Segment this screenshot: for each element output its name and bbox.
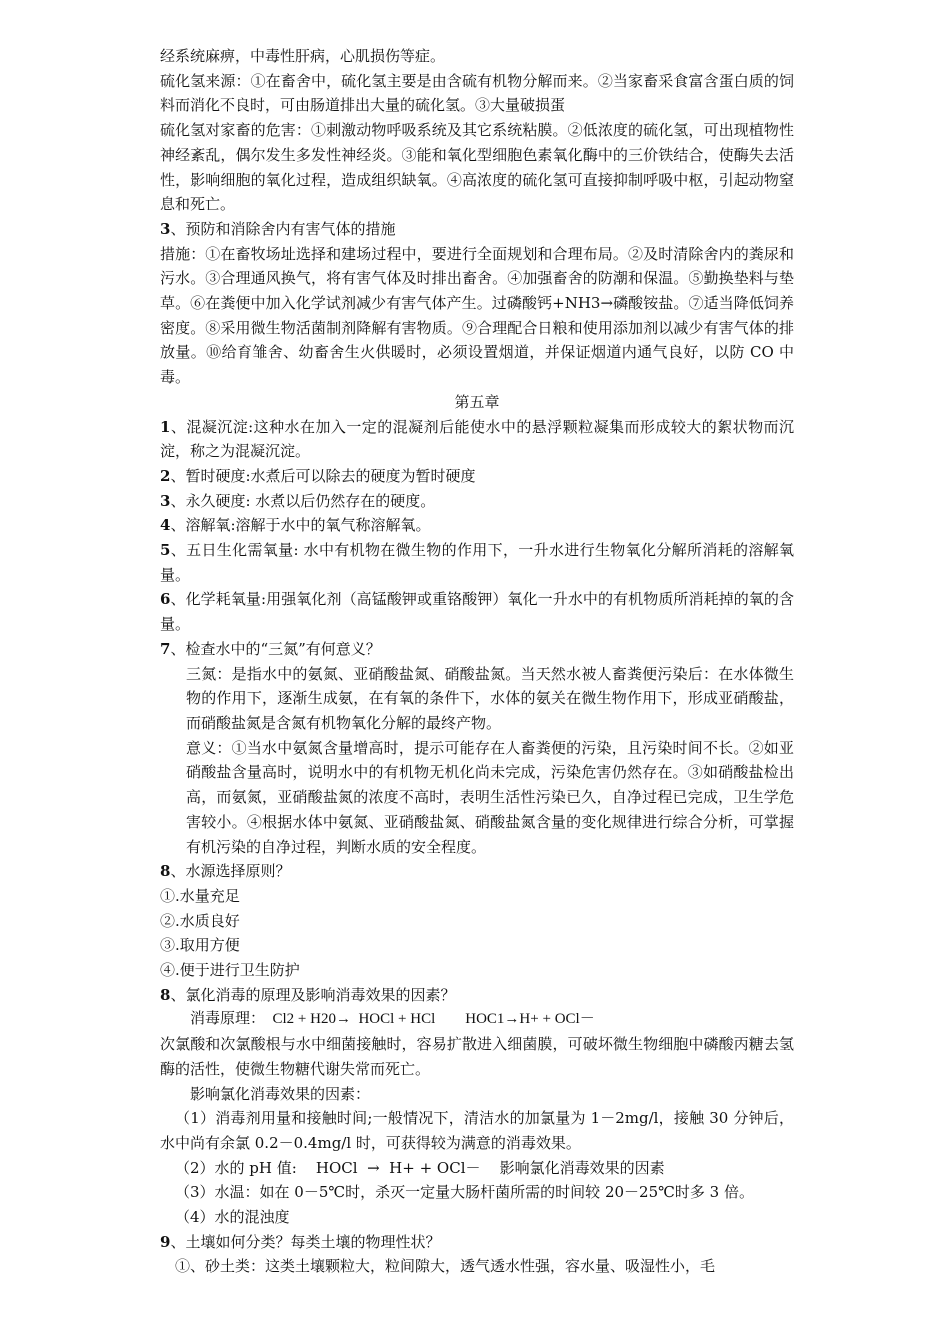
subheading: 影响氯化消毒效果的因素：: [190, 1084, 371, 1103]
question-text: 、检查水中的“三氮”有何意义？: [170, 639, 381, 658]
question-item: [160, 1230, 794, 1255]
question-number: 8: [160, 862, 171, 881]
chemical-formula: 消毒原理： Cl2 + H20→ HOCl + HCl HOC1→H+ + OCl－: [190, 1011, 595, 1028]
question-number: 4: [160, 516, 171, 535]
chapter-title: 第五章: [454, 392, 500, 411]
question-item: [160, 587, 794, 636]
list-item: ②.水质良好: [160, 911, 240, 930]
factor-item: （3）水温：如在 0－5℃时，杀灭一定量大肠杆菌所需的时间较 20－25℃时多 3 倍。: [175, 1183, 754, 1202]
heading-number: 3: [160, 219, 171, 238]
question-definition: 水煮以后仍然存在的硬度。: [250, 491, 436, 510]
question-definition: 这种水在加入一定的混凝剂后能使水中的悬浮颗粒凝集而形成较大的絮状物而沉淀，称之为混凝沉淀。: [160, 417, 794, 461]
paragraph: 硫化氢来源：①在畜舍中，硫化氢主要是由含硫有机物分解而来。②当家畜采食富含蛋白质的饲料而消化不良时，可由肠道排出大量的硫化氢。③大量破损蛋: [160, 71, 794, 115]
question-term: 、混凝沉淀:: [170, 417, 254, 436]
question-text: 、水源选择原则？: [170, 862, 291, 881]
paragraph: 硫化氢对家畜的危害：①刺激动物呼吸系统及其它系统粘膜。②低浓度的硫化氢，可出现植物性神经紊乱，偶尔发生多发性神经炎。③能和氧化型细胞色素氧化酶中的三价铁结合，使酶失去活性，影响细胞的氧化过程，造成组织缺氧。④高浓度的硫化氢可直接抑制呼吸中枢，引起动物窒息和死亡。: [160, 121, 794, 214]
question-item: [160, 983, 794, 1008]
factor-item: （4）水的混浊度: [175, 1208, 290, 1227]
question-number: 8: [160, 985, 171, 1004]
question-number: 1: [160, 417, 171, 436]
question-term: 、暂时硬度:: [170, 466, 251, 485]
question-number: 7: [160, 639, 171, 658]
question-item: [160, 538, 794, 587]
question-term: 、五日生化需氧量:: [170, 541, 299, 560]
question-item: [160, 489, 794, 514]
section-heading: [160, 217, 794, 242]
answer-paragraph: ①、砂土类：这类土壤颗粒大，粒间隙大，透气透水性强，容水量、吸湿性小，毛: [175, 1257, 716, 1276]
question-item: [160, 415, 794, 464]
list-item: ①.水量充足: [160, 886, 240, 905]
question-number: 6: [160, 590, 171, 609]
question-number: 9: [160, 1232, 171, 1251]
question-number: 5: [160, 541, 171, 560]
factor-item: （2）水的 pH 值: HOCl → H+ + OCl－ 影响氯化消毒效果的因素: [175, 1158, 665, 1177]
question-number: 2: [160, 466, 171, 485]
answer-paragraph: 次氯酸和次氯酸根与水中细菌接触时，容易扩散进入细菌膜，可破坏微生物细胞中磷酸丙糖去氢酶的活性，使微生物糖代谢失常而死亡。: [160, 1035, 794, 1078]
heading-text: 、预防和消除舍内有害气体的措施: [170, 219, 396, 238]
list-item: ④.便于进行卫生防护: [160, 961, 300, 980]
question-text: 、土壤如何分类？每类土壤的物理性状？: [170, 1232, 441, 1251]
answer-paragraph: 意义：①当水中氨氮含量增高时，提示可能存在人畜粪便的污染，且污染时间不长。②如亚硝酸盐含量高时，说明水中的有机物无机化尚未完成，污染危害仍然存在。③如硝酸盐检出高，而氨氮，亚硝酸盐氮的浓度不高时，表明生活性污染已久，自净过程已完成，卫生学危害较小。④根据水体中氨氮、亚硝酸盐氮、硝酸盐氮含量的变化规律进行综合分析，可掌握有机污染的自净过程，判断水质的安全程度。: [186, 738, 794, 856]
question-item: [160, 859, 794, 884]
question-definition: 溶解于水中的氧气称溶解氧。: [235, 516, 431, 535]
question-term: 、化学耗氧量:: [170, 590, 267, 609]
question-number: 3: [160, 491, 171, 510]
question-item: [160, 513, 794, 538]
question-term: 、永久硬度:: [170, 491, 251, 510]
question-definition: 水中有机物在微生物的作用下，一升水进行生物氧化分解所消耗的溶解氧量。: [160, 541, 794, 584]
paragraph: 经系统麻痹，中毒性肝病，心肌损伤等症。: [160, 47, 446, 65]
question-item: [160, 464, 794, 489]
question-definition: 水煮后可以除去的硬度为暂时硬度: [250, 466, 476, 485]
list-item: ③.取用方便: [160, 936, 240, 955]
paragraph: 措施：①在畜牧场址选择和建场过程中，要进行全面规划和合理布局。②及时清除舍内的粪尿和污水。③合理通风换气，将有害气体及时排出畜舍。④加强畜舍的防潮和保温。⑤勤换垫料与垫草。⑥在粪便中加入化学试剂减少有害气体产生。过磷酸钙+NH3→磷酸铵盐。⑦适当降低饲养密度。⑧采用微生物活菌制剂降解有害物质。⑨合理配合日粮和使用添加剂以减少有害气体的排放量。⑩给育雏舍、幼畜舍生火供暖时，必须设置烟道，并保证烟道内通气良好，以防 CO 中毒。: [160, 244, 794, 387]
question-text: 、氯化消毒的原理及影响消毒效果的因素？: [170, 985, 456, 1004]
question-item: [160, 637, 794, 662]
answer-paragraph: 三氮：是指水中的氨氮、亚硝酸盐氮、硝酸盐氮。当天然水被人畜粪便污染后：在水体微生物的作用下，逐渐生成氨，在有氧的条件下，水体的氨关在微生物作用下，形成亚硝酸盐，而硝酸盐氮是含氮有机物氧化分解的最终产物。: [186, 664, 794, 732]
question-definition: 用强氧化剂（高锰酸钾或重铬酸钾）氧化一升水中的有机物质所消耗掉的氧的含量。: [160, 590, 794, 634]
question-term: 、溶解氧:: [170, 516, 236, 535]
factor-item: （1）消毒剂用量和接触时间;一般情况下，清洁水的加氯量为 1－2mg/l，接触 30 分钟后，水中尚有余氯 0.2－0.4mg/l 时，可获得较为满意的消毒效果。: [160, 1109, 794, 1152]
